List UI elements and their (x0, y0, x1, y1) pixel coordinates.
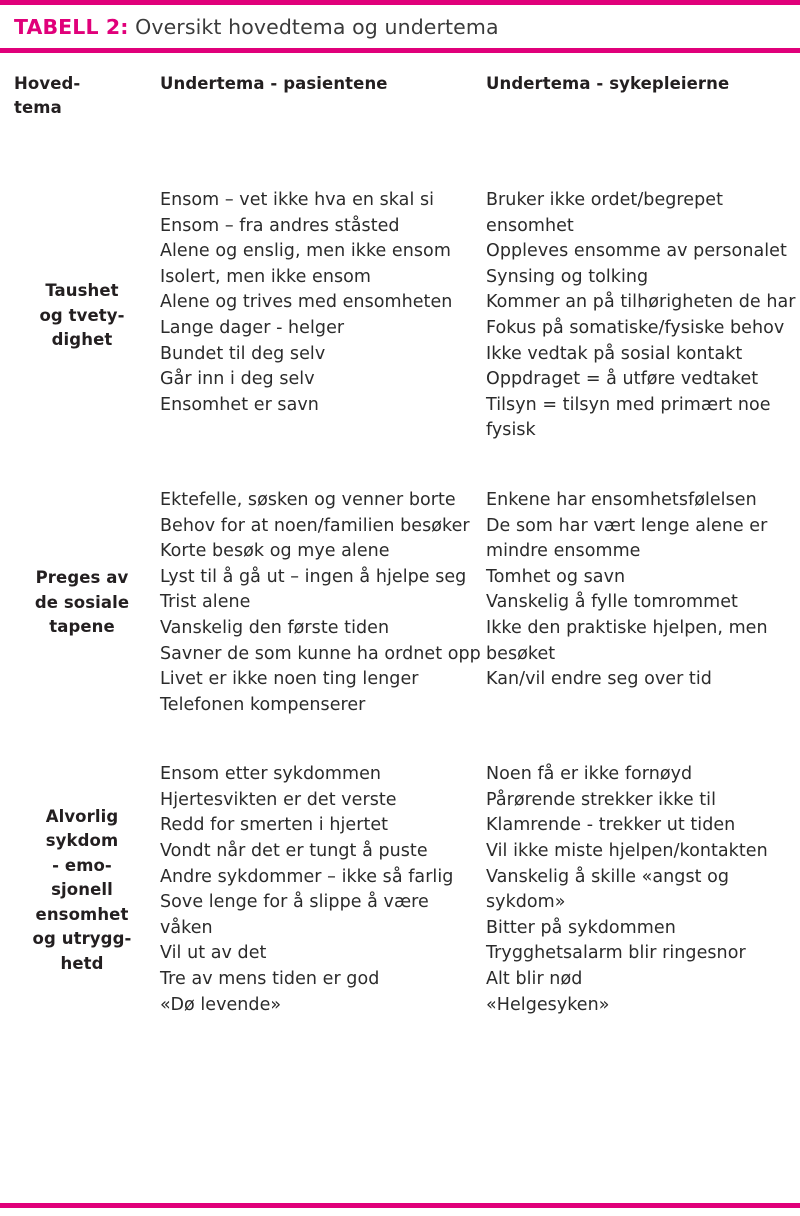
theme-line: Preges av (35, 568, 129, 588)
caption-label: TABELL 2: (14, 15, 129, 39)
list-item: Ikke vedtak på sosial kontakt (486, 343, 743, 364)
list-item: Trygghetsalarm blir ringesnor (486, 943, 746, 964)
list-item: Klamrende - trekker ut tiden (486, 815, 736, 836)
table-row-patients (156, 762, 482, 1018)
list-item: Fokus på somatiske/fysiske behov (486, 317, 785, 338)
list-item: Synsing og tolking (486, 266, 649, 287)
list-item: Ensomhet er savn (160, 394, 319, 415)
row-spacer (14, 718, 800, 762)
list-item: Kan/vil endre seg over tid (486, 669, 712, 690)
list-item: Ektefelle, søsken og venner borte (160, 489, 456, 510)
list-item: Redd for smerten i hjertet (160, 815, 389, 836)
row-spacer (14, 444, 800, 488)
list-item: Vil ut av det (160, 943, 267, 964)
list-item: Tre av mens tiden er god (160, 969, 380, 990)
list-item: Alt blir nød (486, 969, 583, 990)
theme-line: tapene (49, 617, 115, 637)
list-item: Behov for at noen/familien besøker (160, 515, 470, 536)
list-item: Ensom – vet ikke hva en skal si (160, 190, 435, 210)
theme-line: Hoved- (14, 74, 81, 93)
list-item: «Helgesyken» (486, 994, 610, 1015)
theme-line: Alvorlig (45, 806, 119, 826)
list-item: Trist alene (160, 592, 251, 613)
list-item: Livet er ikke noen ting lenger (160, 669, 419, 690)
list-item: De som har vært lenge alene er mindre ensomme (486, 515, 768, 562)
list-item: Vanskelig den første tiden (160, 617, 390, 638)
list-item: Vanskelig å fylle tomrommet (486, 592, 738, 613)
column-header-undertema-pasientene: Undertema - pasientene (160, 74, 388, 93)
list-item: Sove lenge for å slippe å være våken (160, 892, 429, 938)
list-item: Bundet til deg selv (160, 343, 326, 364)
theme-line: og tvety- (39, 305, 125, 325)
table-row-theme (14, 188, 156, 444)
theme-line: sjonell (51, 880, 113, 899)
list-item: Lange dager - helger (160, 317, 345, 338)
list-item: Tomhet og savn (486, 566, 626, 587)
themes-table (0, 53, 800, 1018)
list-item: «Dø levende» (160, 994, 282, 1015)
list-item: Andre sykdommer – ikke så farlig (160, 866, 454, 887)
table-row-patients (156, 188, 482, 444)
list-item: Pårørende strekker ikke til (486, 789, 716, 810)
list-item: Telefonen kompenserer (160, 694, 366, 715)
theme-line: hetd (60, 953, 104, 973)
list-item: Oppleves ensomme av personalet (486, 241, 787, 262)
header-body-spacer (14, 120, 800, 188)
list-item: Bruker ikke ordet/begrepet ensomhet (486, 190, 723, 236)
list-item: Alene og enslig, men ikke ensom (160, 241, 451, 262)
list-item: Kommer an på tilhørigheten de har (486, 292, 796, 313)
column-header-undertema-sykepleierne: Undertema - sykepleierne (486, 74, 730, 93)
list-item: Ikke den praktiske hjelpen, men besøket (486, 617, 768, 664)
table-row-theme (14, 762, 156, 1018)
list-item: Ensom – fra andres ståsted (160, 215, 400, 236)
table-row-patients (156, 488, 482, 718)
list-item: Vil ikke miste hjelpen/kontakten (486, 841, 768, 862)
list-item: Korte besøk og mye alene (160, 541, 390, 562)
list-item: Tilsyn = tilsyn med primært noe fysisk (486, 394, 771, 441)
theme-line: og utrygg- (32, 929, 132, 948)
list-item: Vanskelig å skille «angst og sykdom» (486, 866, 730, 913)
table-row-nurses (482, 188, 800, 444)
table-row-nurses (482, 762, 800, 1018)
list-item: Isolert, men ikke ensom (160, 266, 371, 287)
list-item: Bitter på sykdommen (486, 917, 676, 938)
theme-line: - emo- (52, 855, 112, 875)
list-item: Enkene har ensomhetsfølelsen (486, 489, 757, 510)
theme-line: dighet (51, 330, 113, 350)
theme-line: tema (14, 98, 62, 117)
list-item: Hjertesvikten er det verste (160, 789, 397, 810)
list-item: Ensom etter sykdommen (160, 764, 382, 785)
list-item: Lyst til å gå ut – ingen å hjelpe seg (160, 566, 467, 587)
list-item: Vondt når det er tungt å puste (160, 841, 428, 862)
table-row-nurses (482, 488, 800, 718)
theme-line: Taushet (45, 281, 119, 301)
figure-caption (0, 5, 800, 48)
theme-line: de sosiale (34, 592, 130, 612)
list-item: Savner de som kunne ha ordnet opp (160, 643, 481, 664)
list-item: Oppdraget = å utføre vedtaket (486, 369, 759, 390)
column-header-hovedtema (14, 53, 156, 120)
list-item: Noen få er ikke fornøyd (486, 764, 693, 785)
list-item: Alene og trives med ensomheten (160, 292, 453, 313)
list-item: Går inn i deg selv (160, 369, 315, 390)
bottom-rule (0, 1203, 800, 1208)
theme-line: sykdom (45, 831, 119, 850)
theme-line: ensomhet (35, 904, 129, 924)
caption-text: Oversikt hovedtema og undertema (128, 15, 499, 39)
table-row-theme (14, 488, 156, 718)
